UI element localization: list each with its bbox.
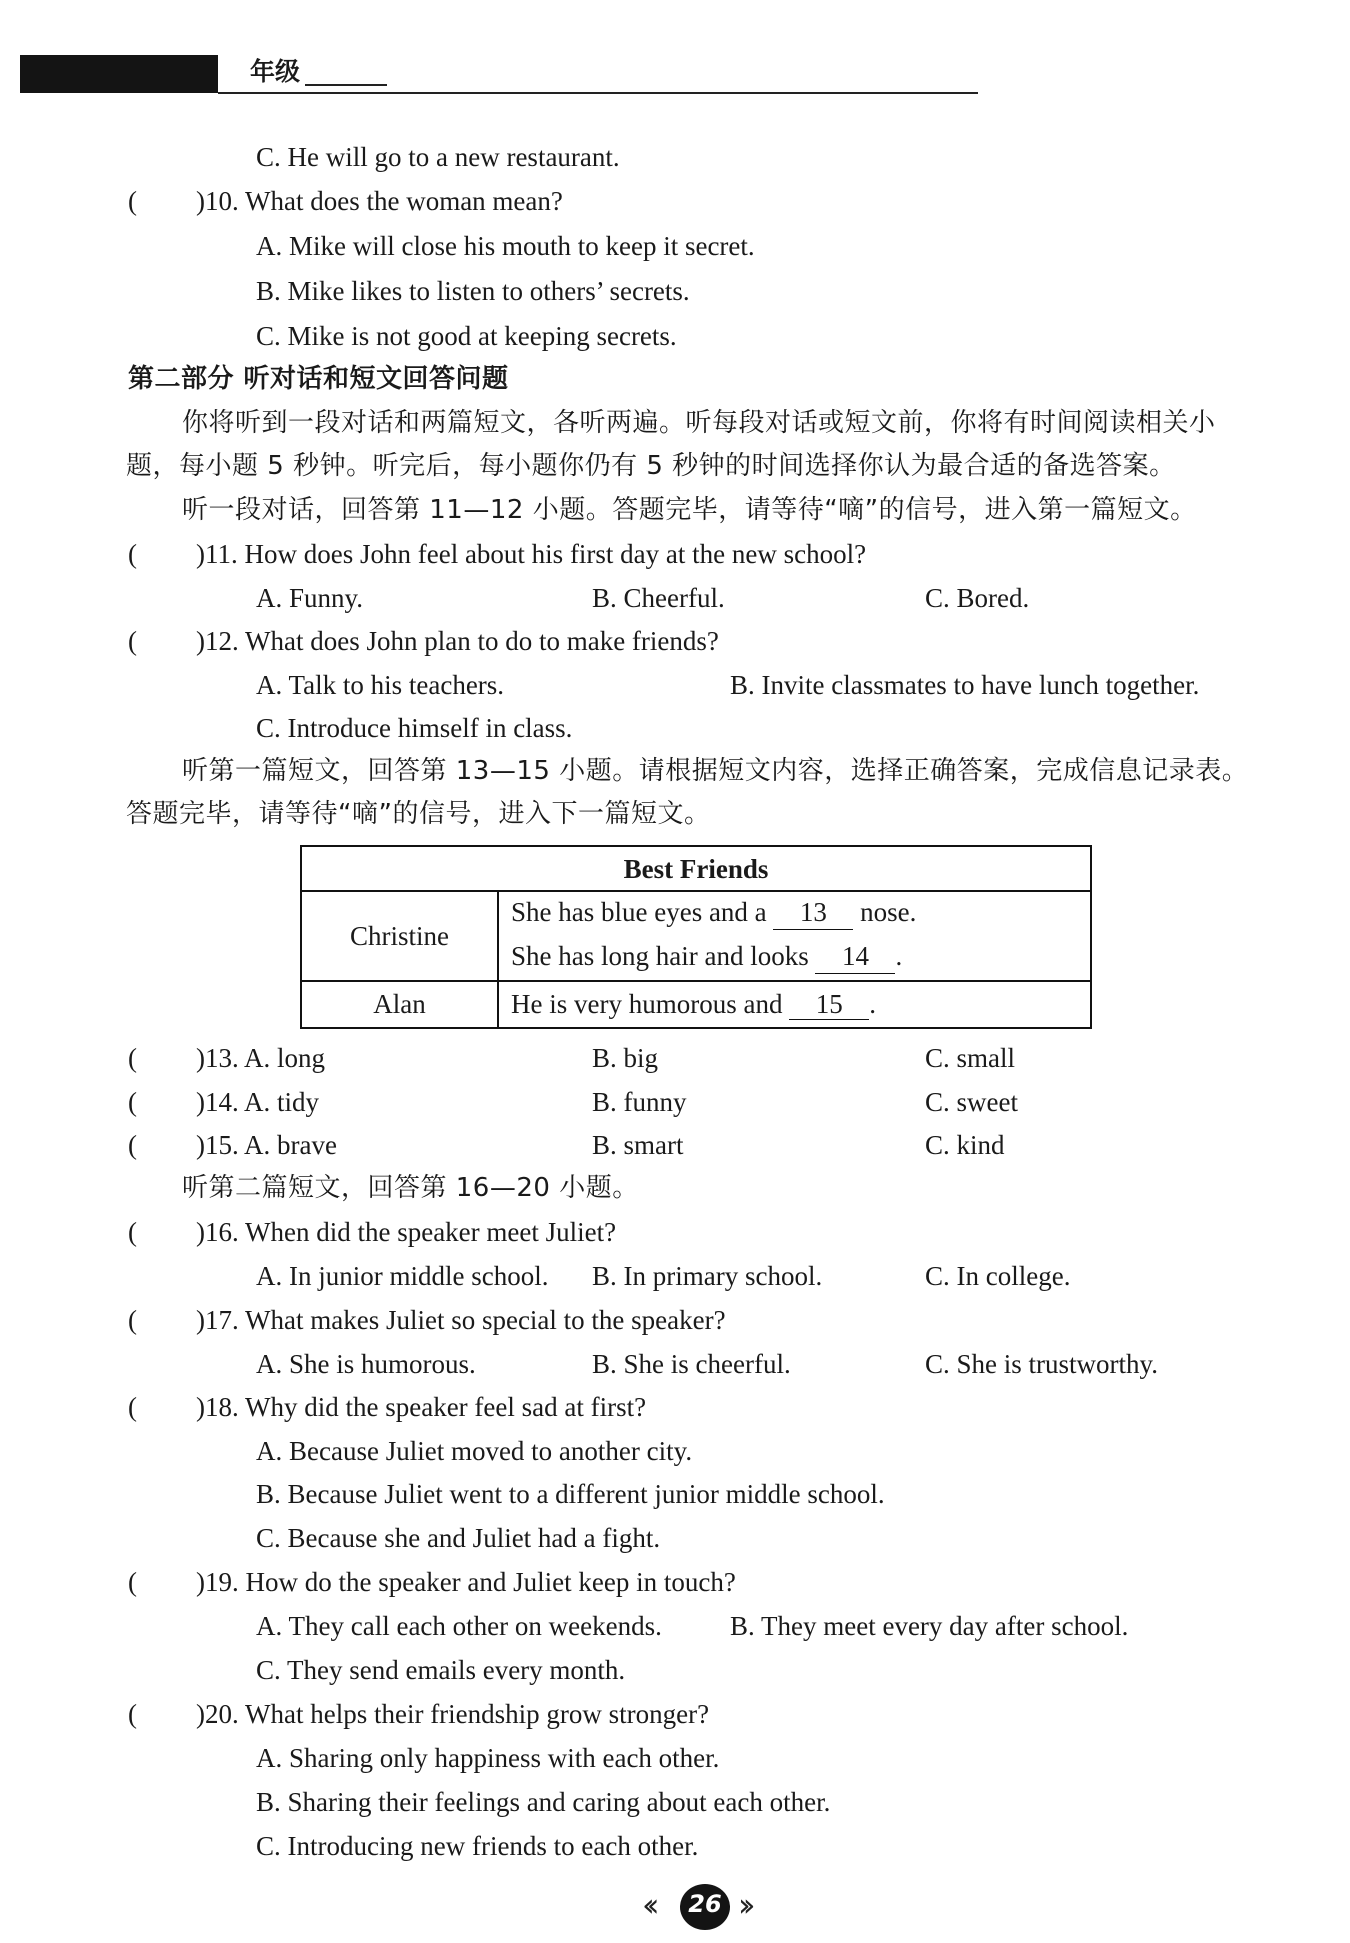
answer-paren: ( [128, 626, 137, 656]
header-black-bar [20, 55, 218, 93]
answer-paren: ( [128, 1217, 137, 1247]
answer-paren: ( [128, 1087, 137, 1117]
q20-stem: )20. What helps their friendship grow stronger? [196, 1699, 710, 1729]
grade-blank-line [305, 84, 387, 86]
answer-paren: ( [128, 1305, 137, 1335]
chevron-right-icon: ›› [738, 1886, 748, 1924]
q20-option-b: B. Sharing their feelings and caring about each other. [256, 1787, 831, 1817]
q18-option-c: C. Because she and Juliet had a fight. [256, 1523, 661, 1553]
part2-instructions-2: 题，每小题 5 秒钟。听完后，每小题你仍有 5 秒钟的时间选择你认为最合适的备选答案。 [126, 451, 1176, 481]
part2-instructions-1: 你将听到一段对话和两篇短文，各听两遍。听每段对话或短文前，你将有时间阅读相关小 [182, 408, 1216, 438]
q20-option-a: A. Sharing only happiness with each other. [256, 1743, 720, 1773]
q16-option-b: B. In primary school. [592, 1261, 823, 1291]
q18-stem: )18. Why did the speaker feel sad at first? [196, 1392, 647, 1422]
q10-option-c: C. Mike is not good at keeping secrets. [256, 321, 677, 351]
q11-option-b: B. Cheerful. [592, 583, 725, 613]
answer-paren: ( [128, 1130, 137, 1160]
table-name-alan: Alan [302, 982, 499, 1027]
answer-paren: ( [128, 186, 137, 216]
q17-option-a: A. She is humorous. [256, 1349, 476, 1379]
q14-option-c: C. sweet [925, 1087, 1018, 1117]
q13-option-c: C. small [925, 1043, 1016, 1073]
answer-paren: ( [128, 1699, 137, 1729]
q15-option-c: C. kind [925, 1130, 1005, 1160]
q20-option-c: C. Introducing new friends to each other. [256, 1831, 699, 1861]
q16-option-a: A. In junior middle school. [256, 1261, 549, 1291]
table-cell-alan: He is very humorous and 15 . [511, 989, 876, 1019]
q10-option-a: A. Mike will close his mouth to keep it secret. [256, 231, 755, 261]
q9-option-c: C. He will go to a new restaurant. [256, 142, 620, 172]
table-name-christine: Christine [302, 892, 499, 982]
answer-paren: ( [128, 1567, 137, 1597]
q14-option-b: B. funny [592, 1087, 687, 1117]
q18-option-b: B. Because Juliet went to a different junior middle school. [256, 1479, 885, 1509]
q11-option-a: A. Funny. [256, 583, 364, 613]
passage1-instructions-1: 听第一篇短文，回答第 13—15 小题。请根据短文内容，选择正确答案，完成信息记录表。 [182, 756, 1249, 786]
passage1-instructions-2: 答题完毕，请等待“嘀”的信号，进入下一篇短文。 [126, 799, 711, 829]
q19-stem: )19. How do the speaker and Juliet keep in touch? [196, 1567, 736, 1597]
q14-option-a: )14. A. tidy [196, 1087, 320, 1117]
blank-14: 14 [815, 939, 895, 974]
answer-paren: ( [128, 1392, 137, 1422]
page-number: 26 [688, 1890, 722, 1918]
christine-line-1: She has blue eyes and a 13 nose. [511, 895, 1090, 930]
christine-line-2: She has long hair and looks 14 . [511, 939, 1090, 974]
q13-option-b: B. big [592, 1043, 659, 1073]
table-title: Best Friends [302, 847, 1090, 892]
passage2-instructions: 听第二篇短文，回答第 16—20 小题。 [182, 1173, 639, 1203]
q12-option-c: C. Introduce himself in class. [256, 713, 573, 743]
q17-stem: )17. What makes Juliet so special to the speaker? [196, 1305, 726, 1335]
q17-option-c: C. She is trustworthy. [925, 1349, 1159, 1379]
q18-option-a: A. Because Juliet moved to another city. [256, 1436, 693, 1466]
q19-option-c: C. They send emails every month. [256, 1655, 626, 1685]
answer-paren: ( [128, 1043, 137, 1073]
grade-label: 年级 [250, 57, 301, 86]
q15-option-b: B. smart [592, 1130, 684, 1160]
q15-option-a: )15. A. brave [196, 1130, 337, 1160]
page-number-footer [640, 1882, 770, 1932]
q16-stem: )16. When did the speaker meet Juliet? [196, 1217, 617, 1247]
part2-heading: 第二部分 听对话和短文回答问题 [128, 364, 509, 394]
q13-option-a: )13. A. long [196, 1043, 326, 1073]
q12-option-b: B. Invite classmates to have lunch together. [730, 670, 1200, 700]
q12-option-a: A. Talk to his teachers. [256, 670, 505, 700]
chevron-left-icon: ‹‹ [642, 1886, 652, 1924]
q11-stem: )11. How does John feel about his first day at the new school? [196, 539, 867, 569]
blank-15: 15 [789, 989, 869, 1020]
blank-13: 13 [773, 895, 853, 930]
header-rule [218, 92, 978, 94]
q16-option-c: C. In college. [925, 1261, 1071, 1291]
q17-option-b: B. She is cheerful. [592, 1349, 791, 1379]
q10-option-b: B. Mike likes to listen to others’ secrets. [256, 276, 690, 306]
q19-option-b: B. They meet every day after school. [730, 1611, 1129, 1641]
best-friends-table [300, 845, 1092, 1029]
table-cell-christine [499, 892, 1090, 982]
q11-option-c: C. Bored. [925, 583, 1030, 613]
dialogue-instructions: 听一段对话，回答第 11—12 小题。答题完毕，请等待“嘀”的信号，进入第一篇短文。 [182, 495, 1197, 525]
q10-stem: )10. What does the woman mean? [196, 186, 563, 216]
answer-paren: ( [128, 539, 137, 569]
q12-stem: )12. What does John plan to do to make friends? [196, 626, 719, 656]
q19-option-a: A. They call each other on weekends. [256, 1611, 662, 1641]
